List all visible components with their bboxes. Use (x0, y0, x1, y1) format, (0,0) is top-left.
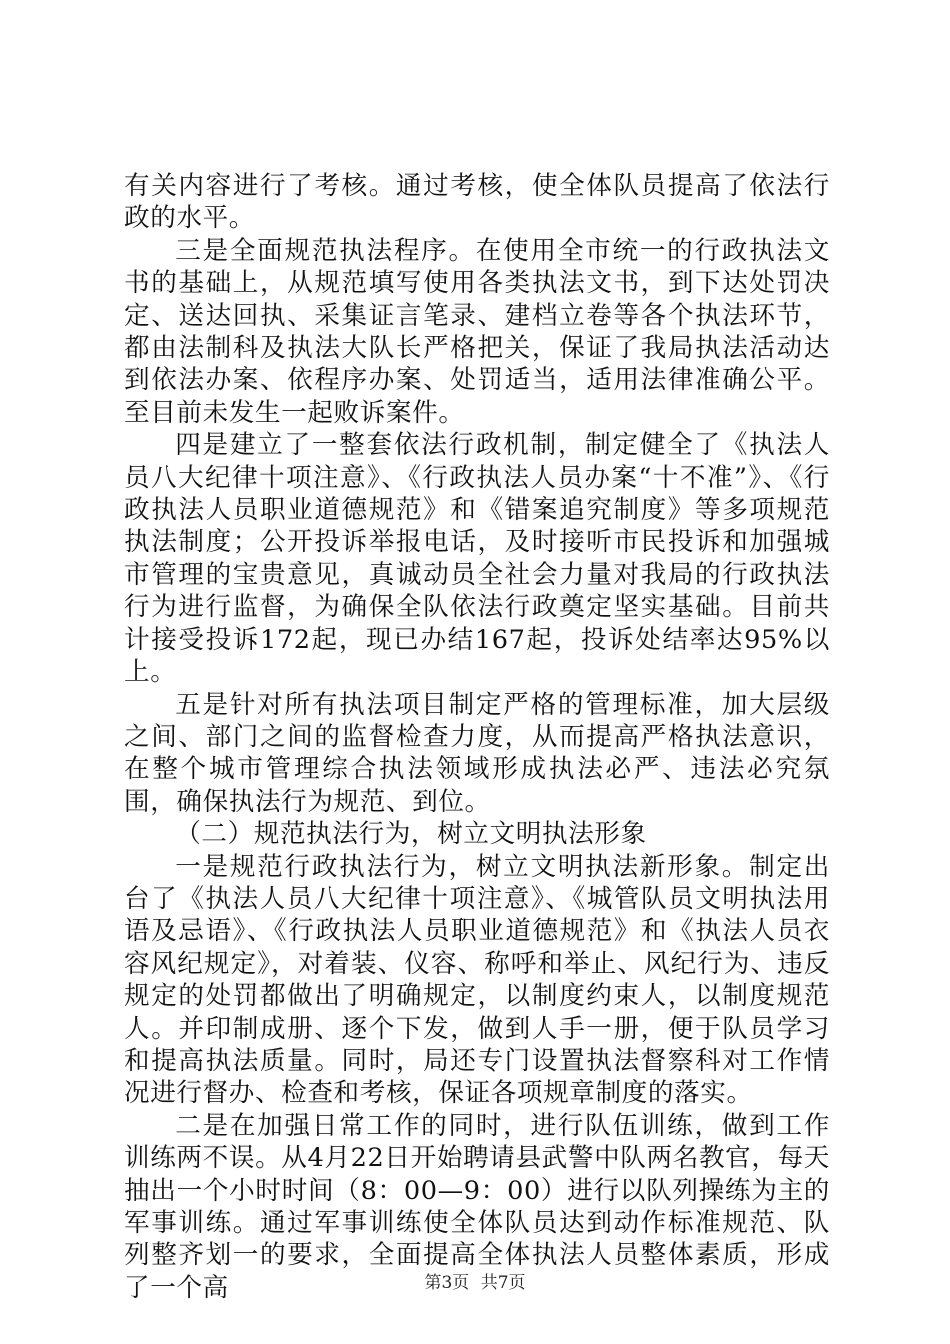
page-footer (0, 1272, 950, 1294)
paragraph-continuation: 有关内容进行了考核。通过考核，使全体队员提高了依法行政的水平。 (124, 171, 830, 234)
section-heading: （二）规范执法行为，树立文明执法形象 (175, 819, 647, 850)
paragraph-mechanism: 四是建立了一整套依法行政机制，制定健全了《执法人员八大纪律十项注意》、《行政执法人员办案“十不准”》、《行政执法人员职业道德规范》和《错案追究制度》等多项规范执法制度；公开投诉举报电话，及时接听市民投诉和加强城市管理的宝贵意见，真诚动员全社会力量对我局的行政执法行为进行监督，为确保全队依法行政奠定坚实基础。目前共计接受投诉172起，现已办结167起，投诉处结率达95%以上。 (124, 430, 830, 688)
paragraph-conduct: 一是规范行政执法行为，树立文明执法新形象。制定出台了《执法人员八大纪律十项注意》、《城管队员文明执法用语及忌语》、《行政执法人员职业道德规范》和《执法人员衣容风纪规定》，对着装、仪容、称呼和举止、风纪行为、违反规定的处罚都做出了明确规定，以制度约束人，以制度规范人。并印制成册、逐个下发，做到人手一册，便于队员学习和提高执法质量。同时，局还专门设置执法督察科对工作情况进行督办、检查和考核，保证各项规章制度的落实。 (124, 851, 830, 1109)
paragraph-standards: 五是针对所有执法项目制定严格的管理标准，加大层级之间、部门之间的监督检查力度，从而提高严格执法意识，在整个城市管理综合执法领域形成执法必严、违法必究氛围，确保执法行为规范、到位。 (124, 689, 830, 817)
page-number-label: 第3页 共7页 (424, 1273, 526, 1293)
document-body (124, 170, 830, 1304)
paragraph-procedure: 三是全面规范执法程序。在使用全市统一的行政执法文书的基础上，从规范填写使用各类执法文书，到下达处罚决定、送达回执、采集证言笔录、建档立卷等各个执法环节，都由法制科及执法大队长严格把关，保证了我局执法活动达到依法办案、依程序办案、处罚适当，适用法律准确公平。至目前未发生一起败诉案件。 (124, 235, 830, 428)
paragraph-training: 二是在加强日常工作的同时，进行队伍训练，做到工作训练两不误。从4月22日开始聘请县武警中队两名教官，每天抽出一个小时时间（8：00—9：00）进行以队列操练为主的军事训练。通过军事训练使全体队员达到动作标准规范、队列整齐划一的要求，全面提高全体执法人员整体素质，形成了一个高 (124, 1110, 830, 1303)
